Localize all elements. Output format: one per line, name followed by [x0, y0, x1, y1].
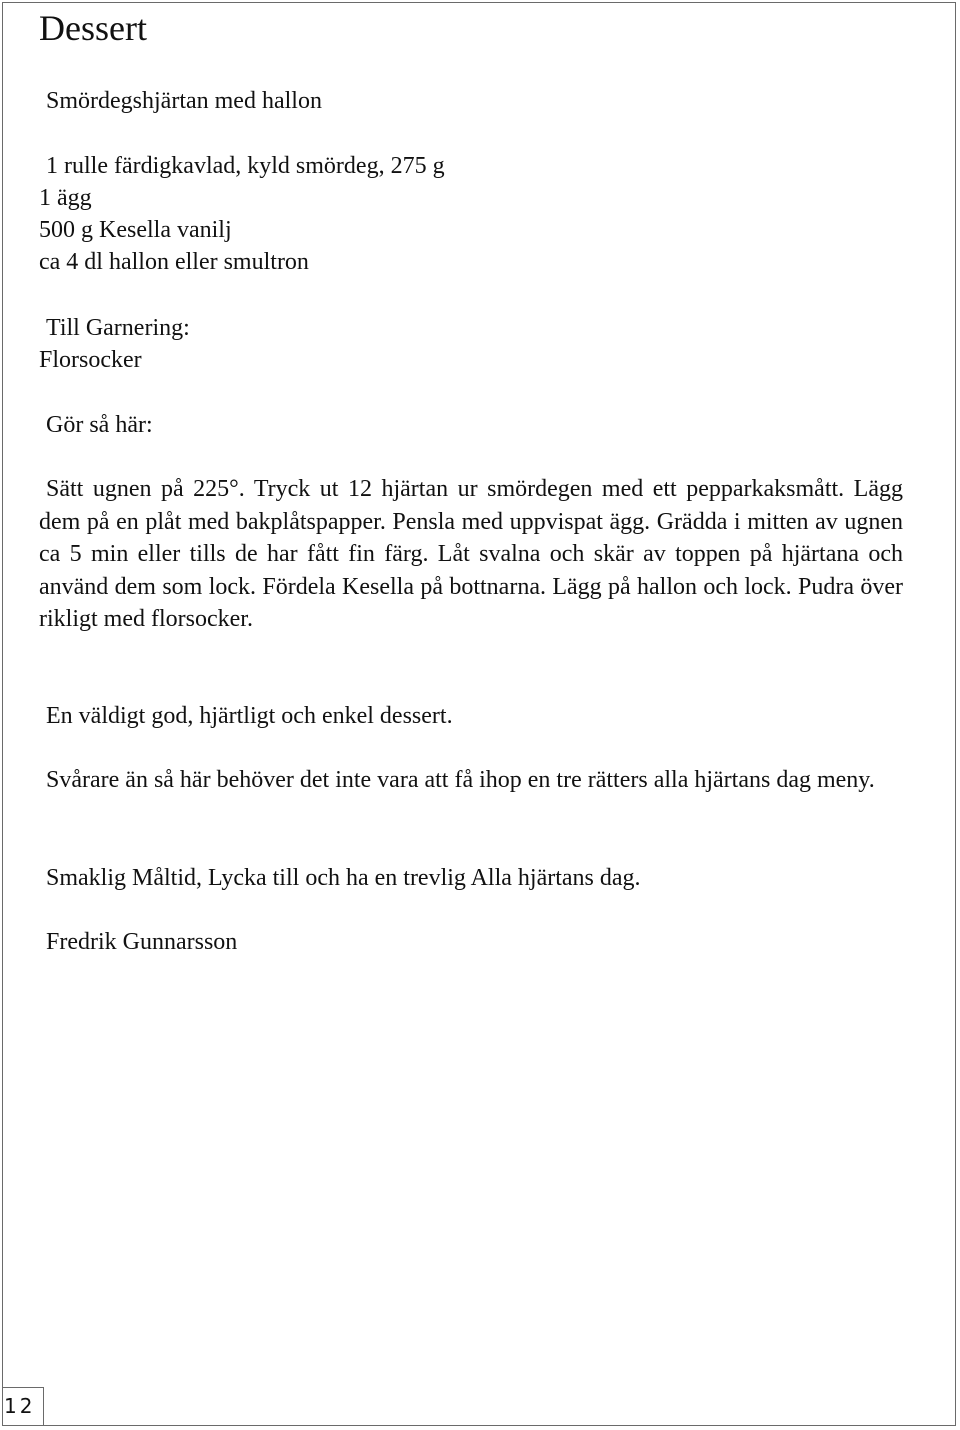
- note-text: [39, 764, 903, 797]
- ingredient-item: 500 g Kesella vanilj: [39, 217, 232, 243]
- page-title: Dessert: [39, 8, 147, 48]
- garnish-heading: Till Garnering:: [46, 315, 190, 341]
- comment-text: En väldigt god, hjärtligt och enkel dessert.: [46, 703, 453, 729]
- page-number: 12: [4, 1394, 36, 1418]
- instructions-body: Sätt ugnen på 225°. Tryck ut 12 hjärtan ur smördegen med ett pepparkaksmått. Lägg dem på en plåt med bakplåtspapper. Pensla med uppvispat ägg. Grädda i mitten av ugnen ca 5 min eller tills de har fått fin färg. Låt svalna och skär av toppen på hjärtana och använd dem som lock. Fördela Kesella på bottnarna. Lägg på hallon och lock. Pudra över rikligt med florsocker.: [39, 476, 903, 633]
- note-body: Svårare än så här behöver det inte vara att få ihop en tre rätters alla hjärtans dag meny.: [46, 767, 875, 793]
- ingredient-item: 1 rulle färdigkavlad, kyld smördeg, 275 g: [46, 153, 445, 179]
- closing-text: Smaklig Måltid, Lycka till och ha en trevlig Alla hjärtans dag.: [46, 865, 641, 891]
- garnish-item: Florsocker: [39, 347, 142, 373]
- ingredient-item: ca 4 dl hallon eller smultron: [39, 249, 309, 275]
- instructions-heading: Gör så här:: [46, 412, 153, 438]
- instructions-text: [39, 473, 903, 636]
- ingredient-item: 1 ägg: [39, 185, 92, 211]
- author-name: Fredrik Gunnarsson: [46, 929, 238, 955]
- recipe-name: Smördegshjärtan med hallon: [46, 88, 322, 114]
